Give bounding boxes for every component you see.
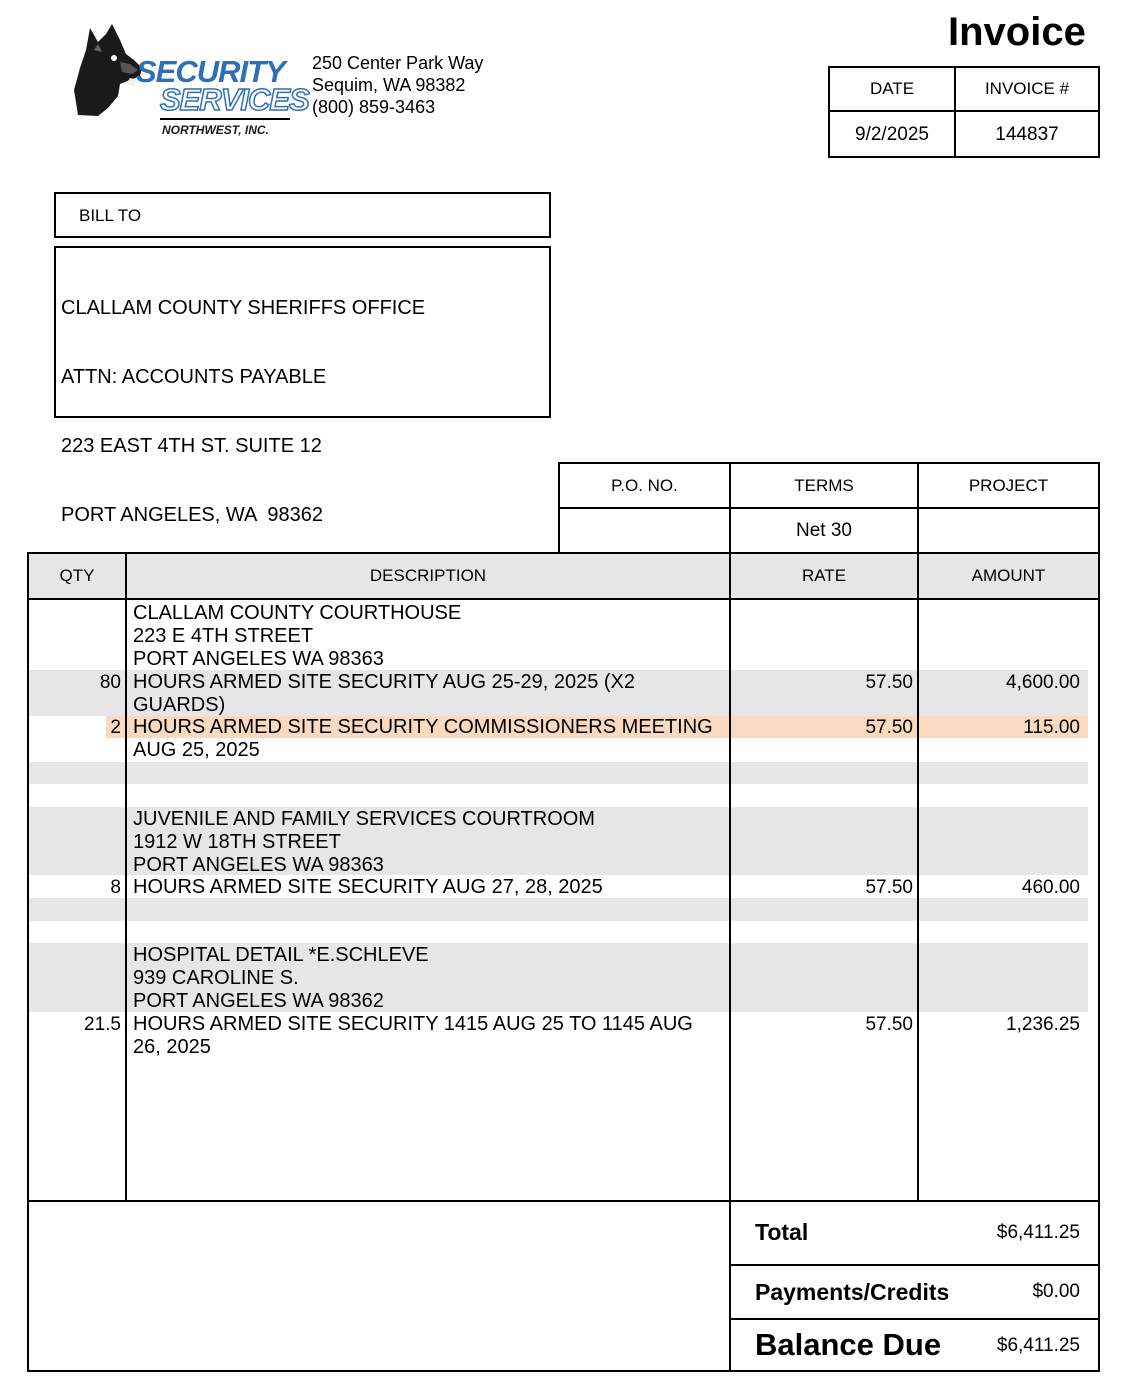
payments-credits-label: Payments/Credits bbox=[755, 1279, 950, 1305]
logo-services-text: SERVICES bbox=[160, 82, 309, 117]
total-value: $6,411.25 bbox=[996, 1222, 1080, 1243]
terms-label: TERMS bbox=[794, 476, 854, 495]
invoice-number: 144837 bbox=[995, 124, 1059, 145]
site-line: HOSPITAL DETAIL *E.SCHLEVE bbox=[133, 944, 429, 966]
total-label: Total bbox=[755, 1219, 809, 1245]
column-header-amount: AMOUNT bbox=[971, 566, 1046, 585]
description-line: 26, 2025 bbox=[133, 1036, 211, 1058]
company-phone: (800) 859-3463 bbox=[312, 97, 436, 117]
line-rate: 57.50 bbox=[865, 672, 913, 693]
line-amount: 4,600.00 bbox=[1006, 672, 1080, 693]
column-header-description: DESCRIPTION bbox=[369, 566, 487, 585]
line-amount: 1,236.25 bbox=[1006, 1014, 1080, 1035]
logo-northwest-text: NORTHWEST, INC. bbox=[162, 123, 269, 137]
bill-to-line: 223 EAST 4TH ST. SUITE 12 bbox=[61, 435, 322, 457]
line-rate: 57.50 bbox=[865, 877, 913, 898]
terms-value: Net 30 bbox=[796, 520, 852, 541]
line-rate: 57.50 bbox=[865, 717, 913, 738]
invoice-number-label: INVOICE # bbox=[984, 79, 1070, 98]
bill-to-line: CLALLAM COUNTY SHERIFFS OFFICE bbox=[61, 297, 426, 319]
site-line: PORT ANGELES WA 98362 bbox=[133, 990, 384, 1012]
invoice-date: 9/2/2025 bbox=[855, 124, 929, 145]
bill-to-line: PORT ANGELES, WA 98362 bbox=[61, 504, 323, 526]
balance-due-label: Balance Due bbox=[755, 1327, 942, 1362]
date-label: DATE bbox=[869, 79, 915, 98]
site-line: CLALLAM COUNTY COURTHOUSE bbox=[133, 602, 462, 624]
site-line: 939 CAROLINE S. bbox=[133, 967, 299, 989]
project-label: PROJECT bbox=[968, 476, 1049, 495]
logo-underline bbox=[160, 118, 290, 120]
line-description bbox=[133, 876, 725, 899]
description-line: AUG 25, 2025 bbox=[133, 739, 260, 761]
line-description bbox=[133, 1013, 725, 1059]
bill-to-label: BILL TO bbox=[79, 206, 142, 225]
site-heading bbox=[133, 602, 725, 671]
site-line: PORT ANGELES WA 98363 bbox=[133, 648, 384, 670]
po-number-label: P.O. NO. bbox=[611, 476, 678, 495]
page-title: Invoice bbox=[948, 10, 1086, 54]
line-amount: 460.00 bbox=[1021, 877, 1080, 898]
payments-credits-value: $0.00 bbox=[1032, 1281, 1080, 1302]
description-line: HOURS ARMED SITE SECURITY COMMISSIONERS MEETING bbox=[133, 716, 713, 738]
balance-due-value: $6,411.25 bbox=[996, 1335, 1080, 1356]
site-line: JUVENILE AND FAMILY SERVICES COURTROOM bbox=[133, 808, 595, 830]
column-header-rate: RATE bbox=[801, 566, 847, 585]
site-line: 1912 W 18TH STREET bbox=[133, 831, 341, 853]
bill-to-line: ATTN: ACCOUNTS PAYABLE bbox=[61, 366, 327, 388]
company-street: 250 Center Park Way bbox=[312, 53, 484, 73]
column-header-qty: QTY bbox=[59, 566, 95, 585]
line-description bbox=[133, 716, 725, 762]
company-address bbox=[312, 52, 483, 118]
site-line: PORT ANGELES WA 98363 bbox=[133, 854, 384, 876]
description-line: GUARDS) bbox=[133, 694, 226, 716]
line-amount: 115.00 bbox=[1023, 717, 1080, 738]
description-line: HOURS ARMED SITE SECURITY AUG 27, 28, 2025 bbox=[133, 876, 603, 898]
line-qty: 21.5 bbox=[84, 1014, 121, 1035]
description-line: HOURS ARMED SITE SECURITY 1415 AUG 25 TO 1145 AUG bbox=[133, 1013, 693, 1035]
site-heading bbox=[133, 944, 725, 1013]
line-qty: 80 bbox=[99, 672, 121, 693]
company-city: Sequim, WA 98382 bbox=[312, 75, 466, 95]
line-qty: 8 bbox=[110, 877, 121, 898]
site-heading bbox=[133, 808, 725, 877]
line-description bbox=[133, 671, 725, 717]
line-rate: 57.50 bbox=[865, 1014, 913, 1035]
logo-security-text: SECURITY bbox=[136, 54, 285, 89]
site-line: 223 E 4TH STREET bbox=[133, 625, 314, 647]
description-line: HOURS ARMED SITE SECURITY AUG 25-29, 2025 (X2 bbox=[133, 671, 636, 693]
line-qty: 2 bbox=[110, 717, 121, 738]
company-logo bbox=[68, 20, 309, 140]
bill-to-address bbox=[61, 251, 425, 550]
